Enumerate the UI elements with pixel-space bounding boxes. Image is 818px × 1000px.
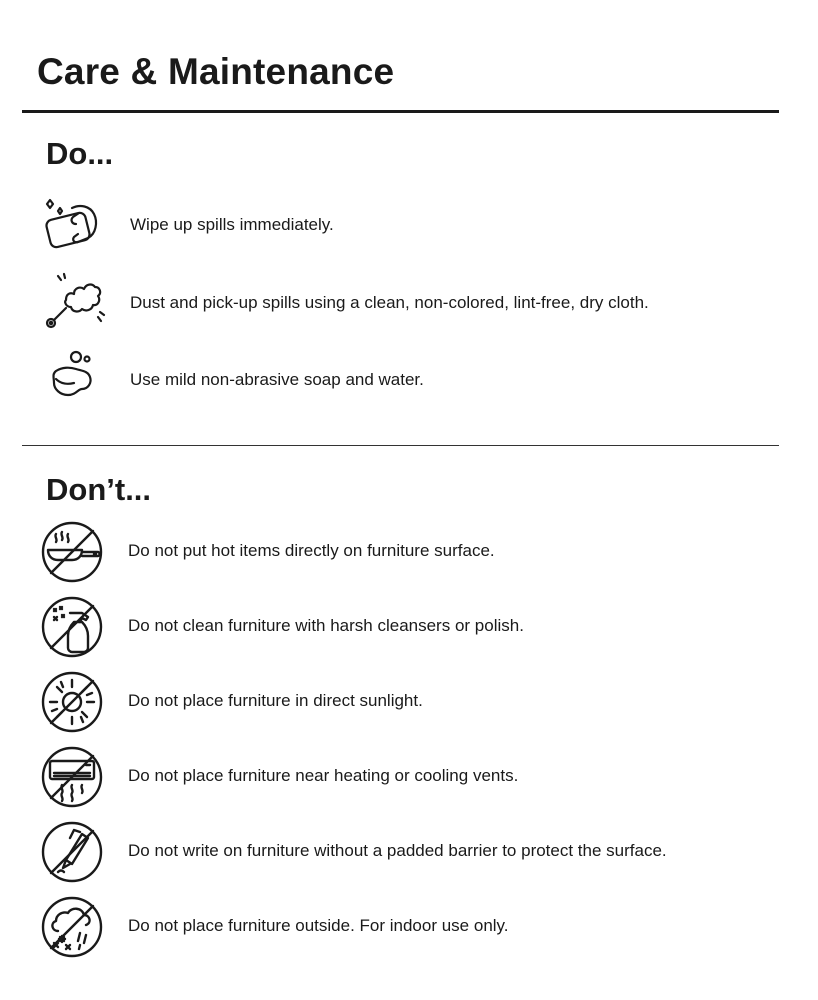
no-outdoor-weather-icon [40, 895, 104, 959]
dont-item-text: Do not clean furniture with harsh cleansers or polish. [128, 616, 524, 635]
dont-item [0, 747, 818, 807]
no-spray-cleaner-icon [40, 595, 104, 659]
do-item-text: Wipe up spills immediately. [130, 215, 334, 234]
dont-item [0, 897, 818, 957]
do-heading: Do... [46, 136, 114, 171]
no-sunlight-icon [40, 670, 104, 734]
dont-item [0, 597, 818, 657]
do-item-text: Dust and pick-up spills using a clean, non-colored, lint-free, dry cloth. [130, 293, 649, 312]
do-item-text: Use mild non-abrasive soap and water. [130, 370, 424, 389]
no-hot-pan-icon [40, 520, 104, 584]
dont-item-text: Do not write on furniture without a padded barrier to protect the surface. [128, 841, 667, 860]
soap-bubbles-icon [42, 349, 106, 413]
dont-item [0, 672, 818, 732]
no-pen-writing-icon [40, 820, 104, 884]
page-title: Care & Maintenance [37, 51, 395, 92]
dont-item [0, 822, 818, 882]
title-divider [22, 110, 779, 113]
duster-icon [42, 272, 106, 336]
section-divider [22, 445, 779, 446]
no-air-vent-icon [40, 745, 104, 809]
dont-item [0, 522, 818, 582]
dont-item-text: Do not place furniture in direct sunlight. [128, 691, 423, 710]
do-item [0, 351, 818, 411]
dont-item-text: Do not put hot items directly on furniture surface. [128, 541, 495, 560]
dont-item-text: Do not place furniture near heating or cooling vents. [128, 766, 519, 785]
do-item [0, 196, 818, 256]
do-item [0, 274, 818, 334]
dont-heading: Don’t... [46, 472, 152, 507]
dont-item-text: Do not place furniture outside. For indoor use only. [128, 916, 509, 935]
wipe-hand-icon [42, 194, 106, 258]
